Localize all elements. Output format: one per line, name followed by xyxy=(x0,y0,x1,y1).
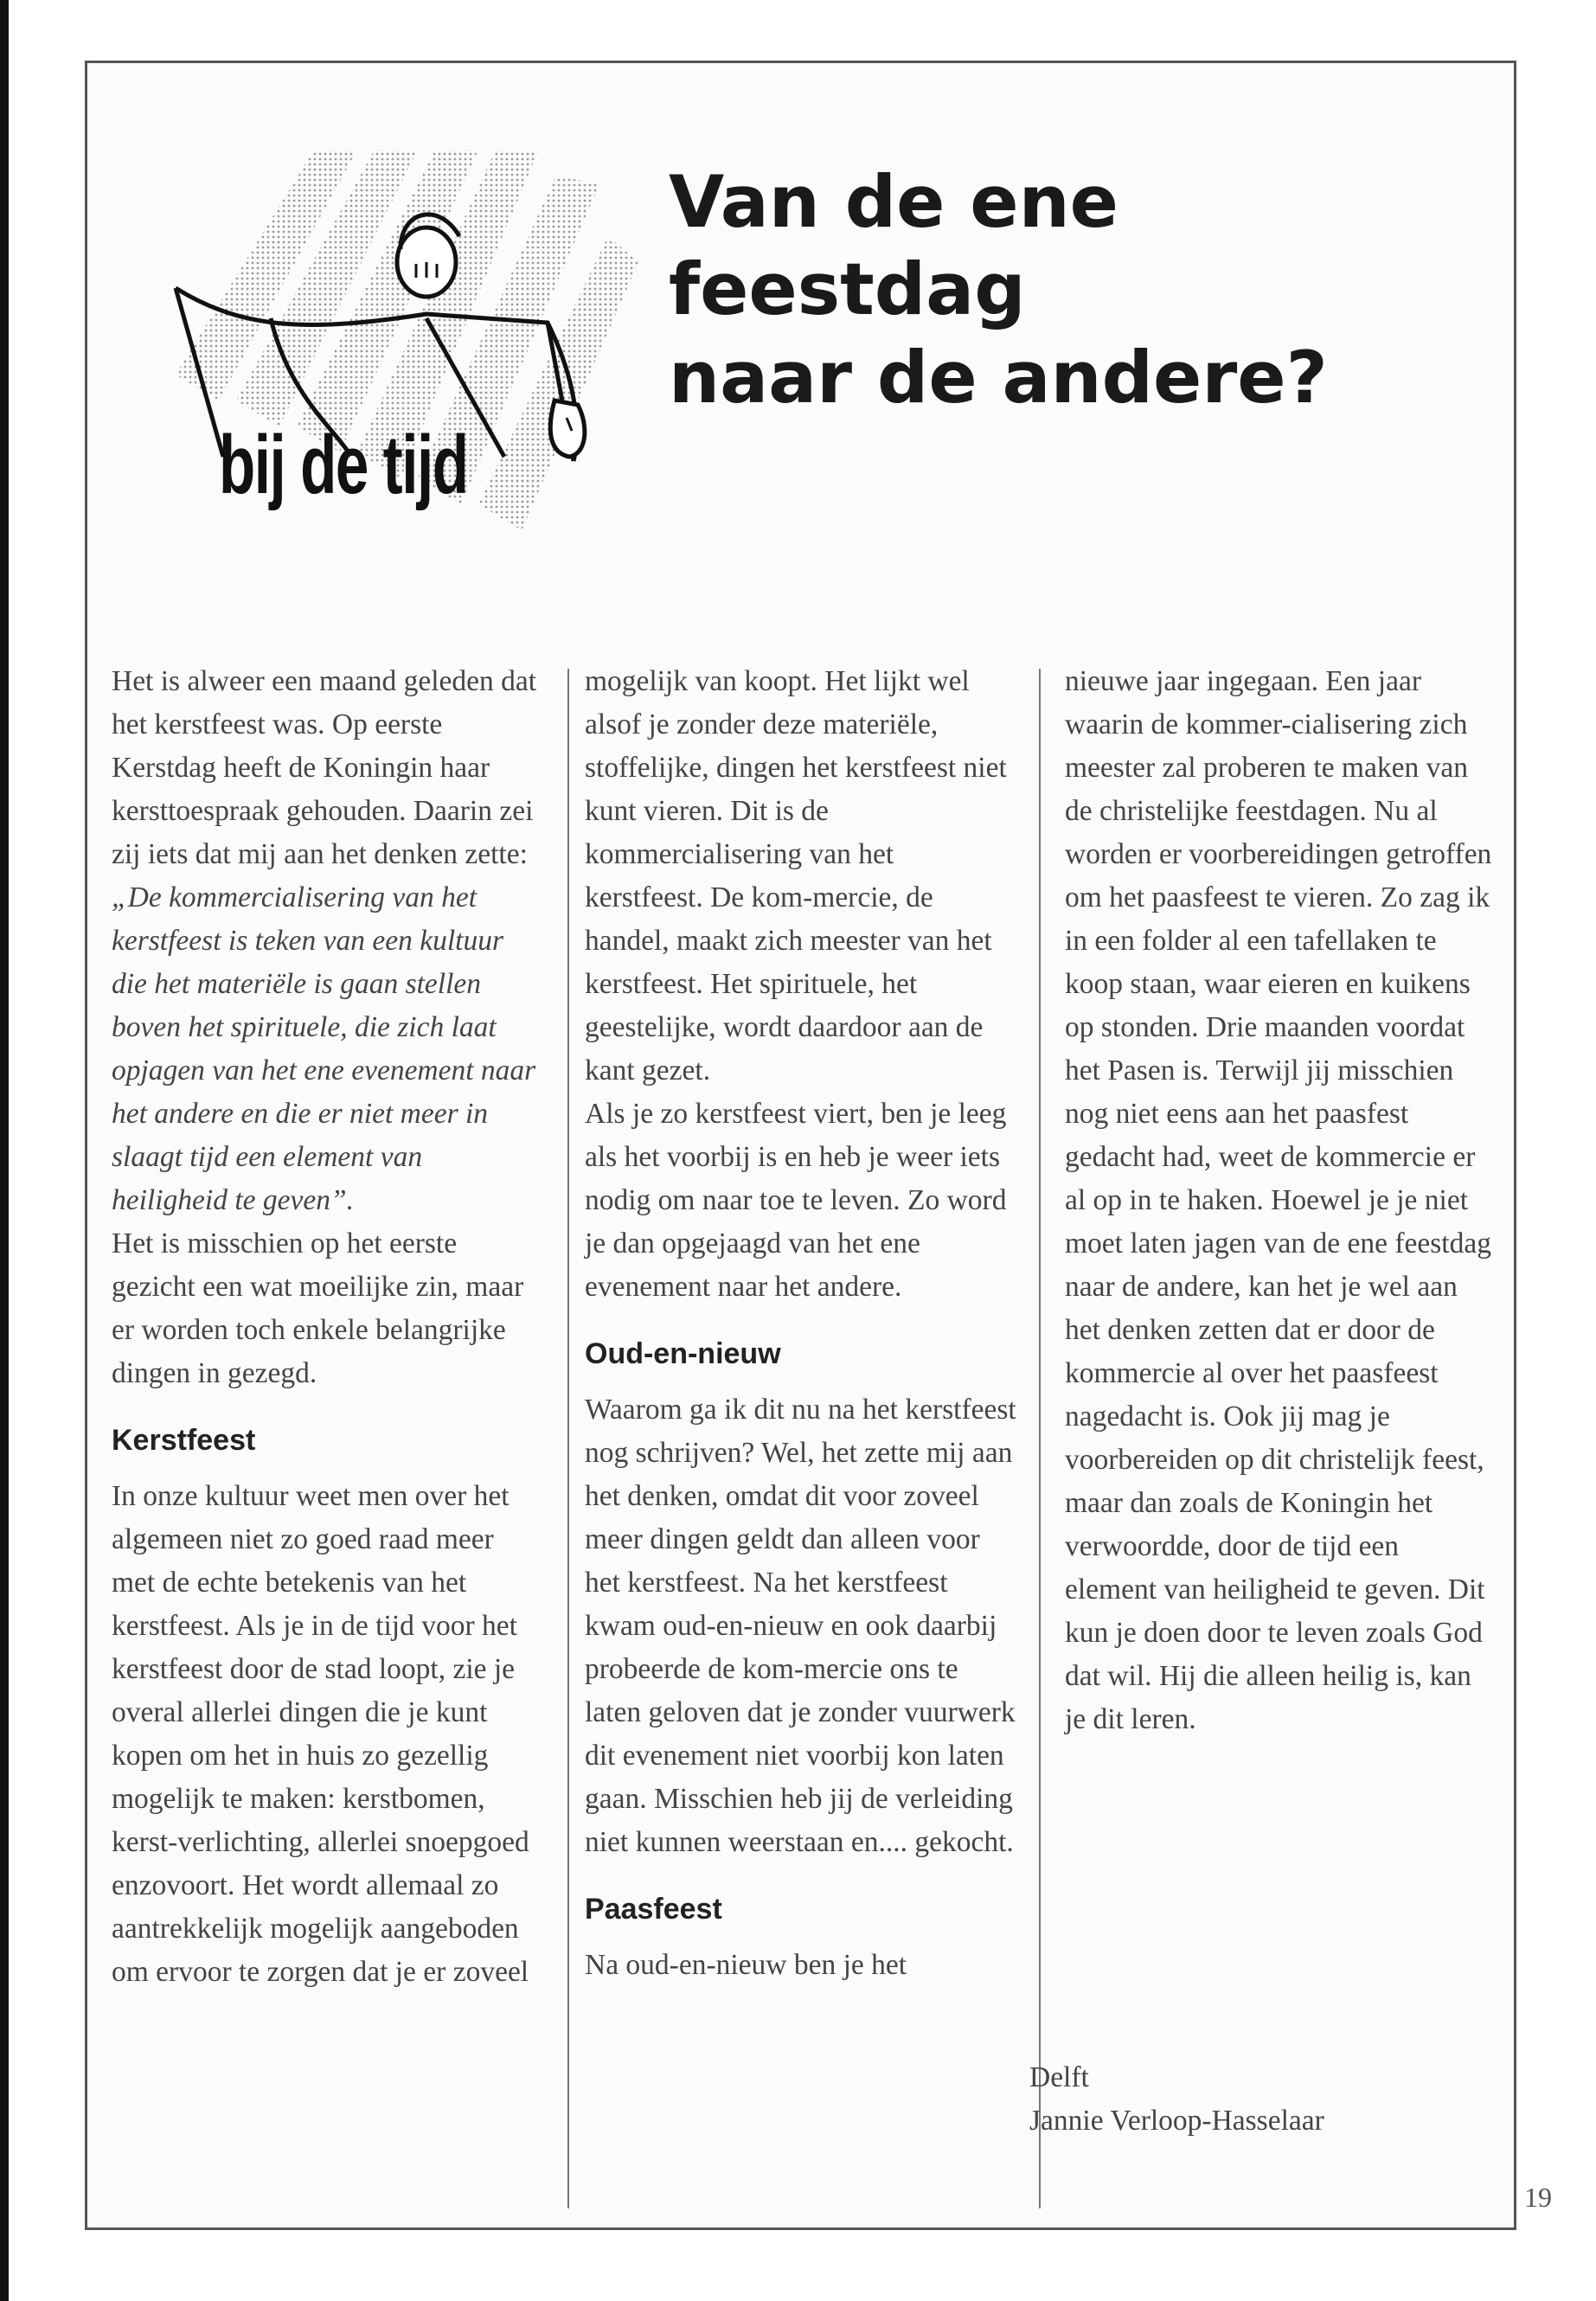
column-divider xyxy=(1039,669,1041,2208)
bij-de-tijd-logo xyxy=(141,115,651,599)
intro-paragraph: Het is alweer een maand geleden dat het kerstfeest was. Op eerste Kerstdag heeft de Koningin haar kersttoespraak gehouden. Daarin zei zij iets dat mij aan het denken zette: xyxy=(112,665,537,870)
title-line-2: naar de andere? xyxy=(669,335,1328,420)
article-title xyxy=(669,158,1499,421)
paragraph: nieuwe jaar ingegaan. Een jaar waarin de kommer-cialisering zich meester zal proberen te maken van de christelijke feestdagen. Nu al worden er voorbereidingen getroffen om het paasfeest te vieren. Zo zag ik in een folder al een tafellaken te koop staan, waar eieren en kuikens op stonden. Drie maanden voordat het Pasen is. Terwijl jij misschien nog niet eens aan het paasfest gedacht had, weet de kommercie er al op in te haken. Hoewel je je niet moet laten jagen van de ene feestdag naar de andere, kan het je wel aan het denken zetten dat er door de kommercie al over het paasfeest nagedacht is. Ook jij mag je voorbereiden op dit christelijk feest, maar dan zoals de Koningin het verwoordde, door de tijd een element van heiligheid te geven. Dit kun je doen door te leven zoals God dat wil. Hij die alleen heilig is, kan je dit leren. xyxy=(1065,665,1492,1735)
section-heading-paasfeest: Paasfeest xyxy=(585,1893,722,1926)
article-frame xyxy=(85,61,1516,2230)
queen-quote: „De kommercialisering van het kerstfeest is teken van een kultuur die het materiële is gaan stellen boven het spirituele, die zich laat opjagen van het ene evenement naar het andere en die er niet meer in slaagt tijd een element van heiligheid te geven”. xyxy=(112,881,536,1216)
column-2 xyxy=(585,660,1017,1987)
signature xyxy=(1029,2056,1445,2143)
section-heading-oud-en-nieuw: Oud-en-nieuw xyxy=(585,1337,781,1370)
binding-edge xyxy=(0,0,9,2301)
page-number: 19 xyxy=(1524,2182,1552,2213)
paragraph: Na oud-en-nieuw ben je het xyxy=(585,1949,907,1981)
signature-author: Jannie Verloop-Hasselaar xyxy=(1029,2105,1324,2137)
paragraph: Waarom ga ik dit nu na het kerstfeest nog schrijven? Wel, het zette mij aan het denken, omdat dit voor zoveel meer dingen geldt dan alleen voor het kerstfeest. Na het kerstfeest kwam oud-en-nieuw en ook daarbij probeerde de kom-mercie ons te laten geloven dat je zonder vuurwerk dit evenement niet voorbij kon laten gaan. Misschien heb jij de verleiding niet kunnen weerstaan en.... gekocht. xyxy=(585,1394,1016,1858)
signature-place: Delft xyxy=(1029,2061,1089,2093)
logo-text: bij de tijd xyxy=(219,419,468,511)
section-heading-kerstfeest: Kerstfeest xyxy=(112,1424,256,1457)
newspaper-reader-illustration xyxy=(141,115,651,599)
column-3 xyxy=(1065,660,1497,1741)
paragraph: In onze kultuur weet men over het algemeen niet zo goed raad meer met de echte betekenis van het kerstfeest. Als je in de tijd voor het kerstfeest door de stad loopt, zie je overal allerlei dingen die je kunt kopen om het in huis zo gezellig mogelijk te maken: kerstbomen, kerst-verlichting, allerlei snoepgoed enzovoort. Het wordt allemaal zo aantrekkelijk mogelijk aangeboden om ervoor te zorgen dat je er zoveel xyxy=(112,1480,529,1988)
paragraph: mogelijk van koopt. Het lijkt wel alsof je zonder deze materiële, stoffelijke, dingen het kerstfeest niet kunt vieren. Dit is de kommercialisering van het kerstfeest. De kom-mercie, de handel, maakt zich meester van het kerstfeest. Het spirituele, het geestelijke, wordt daardoor aan de kant gezet. xyxy=(585,665,1007,1086)
paragraph: Als je zo kerstfeest viert, ben je leeg als het voorbij is en heb je weer iets nodig om naar toe te leven. Zo word je dan opgejaagd van het ene evenement naar het andere. xyxy=(585,1098,1007,1303)
paragraph: Het is misschien op het eerste gezicht een wat moeilijke zin, maar er worden toch enkele belangrijke dingen in gezegd. xyxy=(112,1227,524,1389)
column-1 xyxy=(112,660,544,1994)
title-line-1: Van de ene feestdag xyxy=(669,160,1118,332)
column-divider xyxy=(567,669,569,2208)
